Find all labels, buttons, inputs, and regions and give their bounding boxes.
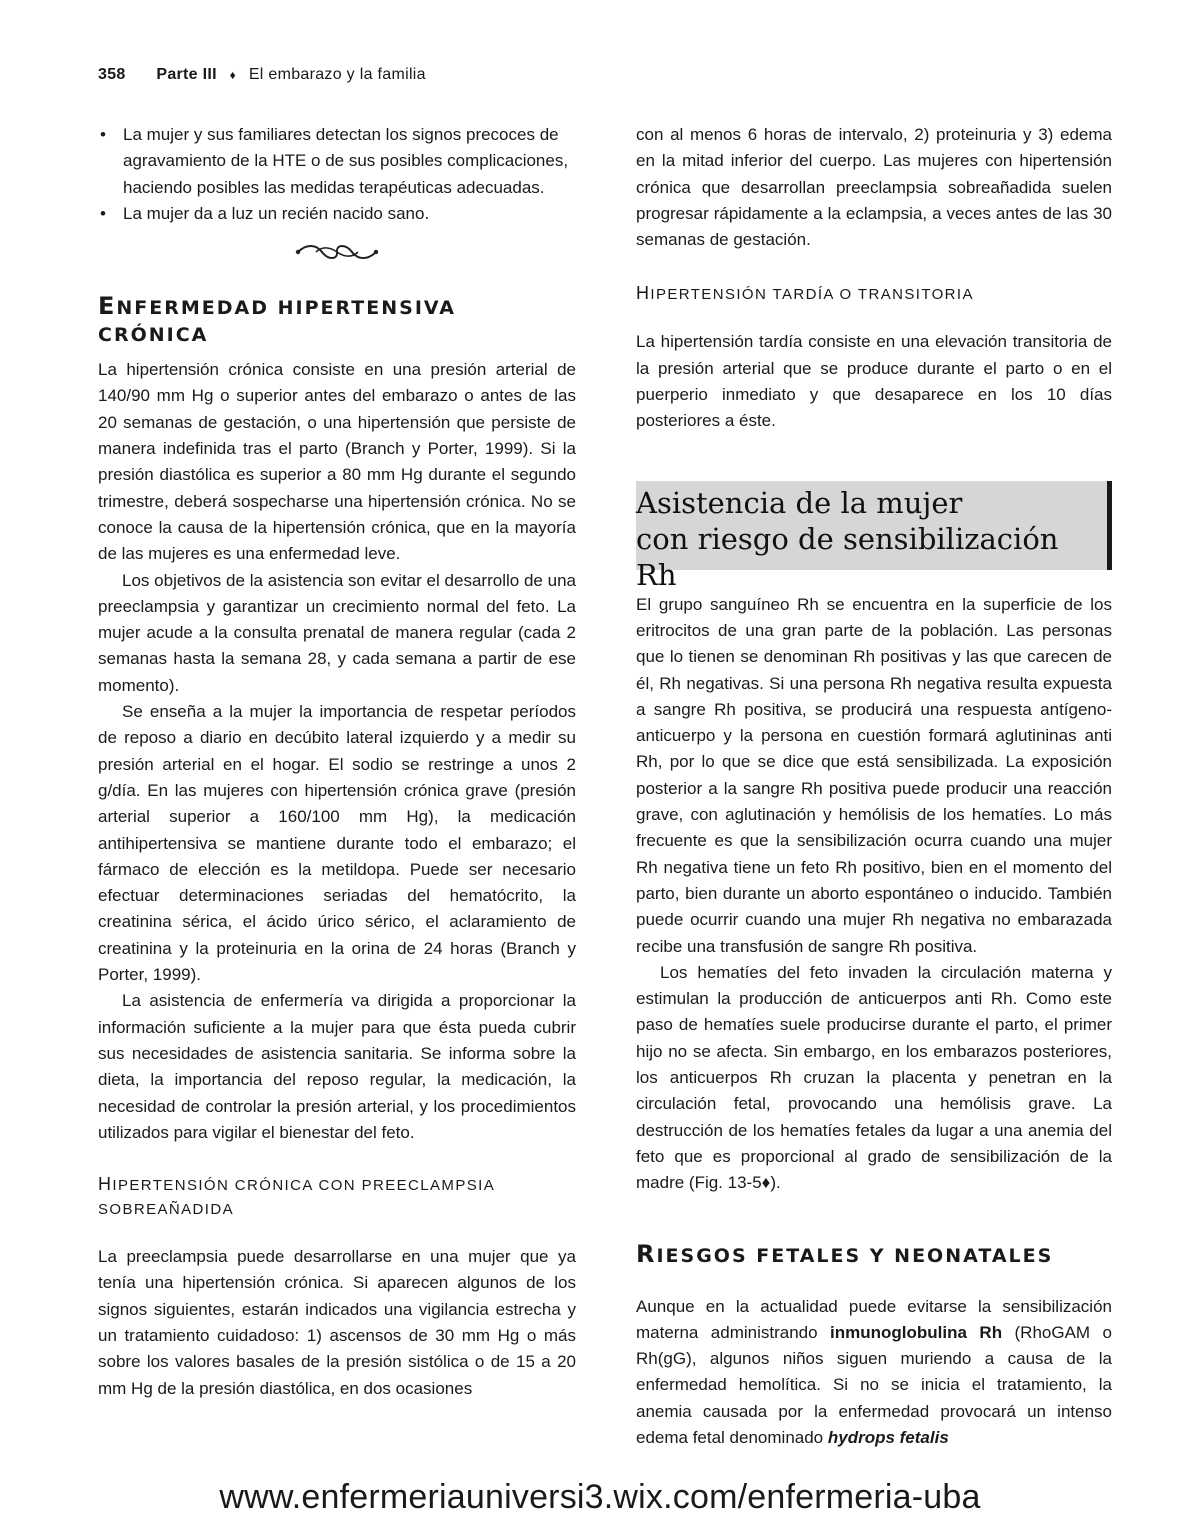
section-title-fetal-risks: RIESGOS FETALES Y NEONATALES — [636, 1239, 1054, 1268]
subsection-title-superimposed-preeclampsia: HIPERTENSIÓN CRÓNICA CON PREECLAMPSIA SOBREAÑADIDA — [98, 1174, 496, 1219]
separator-diamond: ♦ — [229, 68, 237, 82]
bullet-list — [98, 122, 576, 227]
boxed-section-title: Asistencia de la mujer con riesgo de sensibilización Rh — [636, 481, 1112, 570]
paragraph: El grupo sanguíneo Rh se encuentra en la superficie de los eritrocitos de una gran parte de la población. Las personas que lo tienen se denominan Rh positivas y las que carecen de él, Rh negativas. Si una persona Rh negativa resulta expuesta a sangre Rh positiva, se producirá una respuesta antígeno-anticuerpo y la persona en cuestión formará aglutininas anti Rh, por lo que se dice que está sensibilizada. La exposición posterior a la sangre Rh positiva puede producir una reacción grave, con aglutinación y hemólisis de los hematíes. Lo más frecuente es que la sensibilización ocurra cuando una mujer Rh negativa tiene un feto Rh positivo, bien en el momento del parto, bien durante un aborto espontáneo o inducido. También puede ocurrir cuando una mujer Rh negativa no embarazada recibe una transfusión de sangre Rh positiva. — [636, 594, 1112, 956]
term-hydrops-fetalis: hydrops fetalis — [827, 1427, 949, 1447]
term-rh-immunoglobulin: inmunoglobulina Rh — [830, 1322, 1003, 1342]
right-column — [636, 122, 1112, 1451]
paragraph: La preeclampsia puede desarrollarse en una mujer que ya tenía una hipertensión crónica. Si aparecen algunos de los signos siguientes, estarán indicados una vigilancia estrecha y un tratamiento cuidadoso: 1) ascensos de 30 mm Hg o más sobre los valores basales de la presión sistólica o de 15 a 20 mm Hg de la presión diastólica, en dos ocasiones — [98, 1247, 576, 1398]
section-title-chronic-hypertension: ENFERMEDAD HIPERTENSIVA CRÓNICA — [98, 292, 457, 347]
list-item: • La mujer y sus familiares detectan los signos precoces de agravamiento de la HTE o de sus posibles complicaciones, haciendo posibles las medidas terapéuticas adecuadas. — [98, 122, 576, 201]
subsection-title-transient-hypertension: HIPERTENSIÓN TARDÍA O TRANSITORIA — [636, 283, 974, 304]
paragraph: con al menos 6 horas de intervalo, 2) proteinuria y 3) edema en la mitad inferior del cuerpo. Las mujeres con hipertensión crónica que desarrollan preeclampsia sobreañadida suelen progresar rápidamente a la eclampsia, a veces antes de las 30 semanas de gestación. — [636, 125, 1112, 250]
watermark-url: www.enfermeriauniversi3.wix.com/enfermeria-uba — [219, 1478, 981, 1516]
paragraph: Se enseña a la mujer la importancia de respetar períodos de reposo a diario en decúbito lateral izquierdo y a medir su presión arterial en el hogar. El sodio se restringe a unos 2 g/día. En las mujeres con hipertensión crónica grave (presión arterial superior a 160/100 mm Hg), la medicación antihipertensiva se mantiene durante todo el embarazo; el fármaco de elección es la metildopa. Puede ser necesario efectuar determinaciones seriadas del hematócrito, la creatinina sérica, el ácido úrico sérico, el aclaramiento de creatinina y la proteinuria en la orina de 24 horas (Branch y Porter, 1999). — [98, 702, 576, 985]
running-head — [98, 66, 426, 84]
paragraph: La hipertensión tardía consiste en una elevación transitoria de la presión arterial que se produce durante el parto o en el puerperio inmediato y que desaparece en los 10 días posteriores a éste. — [636, 332, 1112, 431]
paragraph: Los hematíes del feto invaden la circulación materna y estimulan la producción de anticuerpos anti Rh. Como este paso de hematíes suele producirse durante el parto, el primer hijo no se afecta. Sin embargo, en los embarazos posteriores, los anticuerpos Rh cruzan la placenta y penetran en la circulación fetal, provocando una hemólisis grave. La destrucción de los hematíes fetales da lugar a una anemia del feto que es proporcional al grado de sensibilización de la madre (Fig. 13-5♦). — [636, 962, 1112, 1193]
chapter-title: El embarazo y la familia — [248, 66, 426, 83]
paragraph: Los objetivos de la asistencia son evitar el desarrollo de una preeclampsia y garantizar un crecimiento normal del feto. La mujer acude a la consulta prenatal de manera regular (cada 2 semanas hasta la semana 28, y cada semana a partir de ese momento). — [98, 570, 576, 695]
bullet-icon: • — [100, 125, 106, 144]
left-column — [98, 122, 576, 1402]
page-number: 358 — [98, 66, 126, 83]
paragraph: La asistencia de enfermería va dirigida a proporcionar la información suficiente a la mujer para que ésta pueda cubrir sus necesidades de asistencia sanitaria. Se informa sobre la dieta, la importancia del reposo regular, la medicación, la necesidad de controlar la presión arterial, y los procedimientos utilizados para vigilar el bienestar del feto. — [98, 991, 576, 1142]
part-label: Parte III — [156, 66, 217, 83]
list-item: • La mujer da a luz un recién nacido sano. — [98, 201, 576, 227]
paragraph: La hipertensión crónica consiste en una presión arterial de 140/90 mm Hg o superior antes del embarazo o antes de las 20 semanas de gestación, o una hipertensión que persiste de manera indefinida tras el parto (Branch y Porter, 1999). Si la presión diastólica es superior a 80 mm Hg durante el segundo trimestre, deberá sospecharse una hipertensión crónica. No se conoce la causa de la hipertensión crónica, que en la mayoría de las mujeres es una enfermedad leve. — [98, 360, 576, 564]
paragraph: Aunque en la actualidad puede evitarse la sensibilización materna administrando inmunoglobulina Rh (RhoGAM o Rh(gG), algunos niños siguen muriendo a causa de la enfermedad hemolítica. Si no se inicia el tratamiento, la anemia causada por la enfermedad provocará un intenso edema fetal denominado hydrops fetalis — [636, 1296, 1112, 1447]
bullet-icon: • — [100, 203, 106, 223]
ornament-divider-icon — [98, 241, 576, 265]
